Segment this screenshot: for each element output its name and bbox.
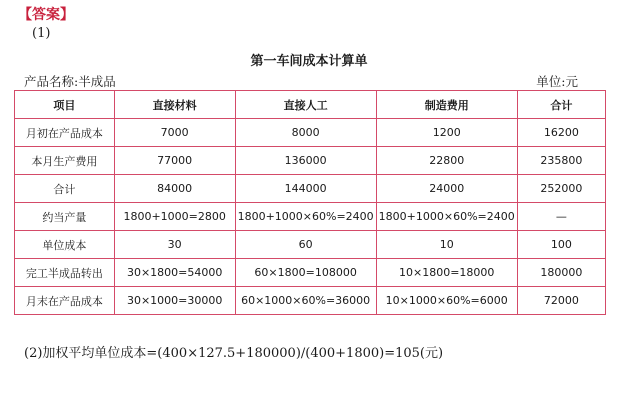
table-cell: 24000 — [376, 175, 517, 203]
row-label: 单位成本 — [15, 231, 115, 259]
table-row — [15, 175, 606, 203]
table-cell: 22800 — [376, 147, 517, 175]
row-label: 完工半成品转出 — [15, 259, 115, 287]
table-header-row — [15, 91, 606, 119]
table-row — [15, 287, 606, 315]
table-cell: 60×1800=108000 — [235, 259, 376, 287]
header-total: 合计 — [517, 91, 605, 119]
row-label: 合计 — [15, 175, 115, 203]
table-cell: 180000 — [517, 259, 605, 287]
header-item: 项目 — [15, 91, 115, 119]
table-cell: 84000 — [114, 175, 235, 203]
table-cell: 10×1800=18000 — [376, 259, 517, 287]
row-label: 约当产量 — [15, 203, 115, 231]
table-row — [15, 147, 606, 175]
product-name-label: 产品名称:半成品 — [24, 74, 116, 89]
row-label: 月末在产品成本 — [15, 287, 115, 315]
table-row — [15, 259, 606, 287]
part1-label: (1) — [32, 26, 51, 41]
table-cell: 16200 — [517, 119, 605, 147]
table-cell: 1800+1000×60%=2400 — [376, 203, 517, 231]
table-cell: 7000 — [114, 119, 235, 147]
table-row — [15, 203, 606, 231]
part2-answer-text: (2)加权平均单位成本=(400×127.5+180000)/(400+1800)=105(元) — [24, 346, 444, 361]
row-label: 本月生产费用 — [15, 147, 115, 175]
table-cell: 144000 — [235, 175, 376, 203]
table-cell: — — [517, 203, 605, 231]
cost-calculation-table — [14, 90, 606, 315]
table-cell: 30×1800=54000 — [114, 259, 235, 287]
table-cell: 10 — [376, 231, 517, 259]
table-cell: 1800+1000×60%=2400 — [235, 203, 376, 231]
table-cell: 252000 — [517, 175, 605, 203]
table-cell: 30×1000=30000 — [114, 287, 235, 315]
answer-label: 【答案】 — [18, 7, 74, 23]
table-cell: 10×1000×60%=6000 — [376, 287, 517, 315]
table-cell: 30 — [114, 231, 235, 259]
table-row — [15, 231, 606, 259]
table-cell: 136000 — [235, 147, 376, 175]
table-cell: 60×1000×60%=36000 — [235, 287, 376, 315]
table-cell: 72000 — [517, 287, 605, 315]
header-direct-labor: 直接人工 — [235, 91, 376, 119]
table-cell: 1200 — [376, 119, 517, 147]
header-direct-materials: 直接材料 — [114, 91, 235, 119]
table-cell: 100 — [517, 231, 605, 259]
table-row — [15, 119, 606, 147]
table-cell: 235800 — [517, 147, 605, 175]
row-label: 月初在产品成本 — [15, 119, 115, 147]
table-cell: 1800+1000=2800 — [114, 203, 235, 231]
table-cell: 8000 — [235, 119, 376, 147]
unit-label: 单位:元 — [536, 74, 578, 89]
table-cell: 77000 — [114, 147, 235, 175]
header-manufacturing-overhead: 制造费用 — [376, 91, 517, 119]
table-cell: 60 — [235, 231, 376, 259]
document-title: 第一车间成本计算单 — [250, 54, 368, 69]
